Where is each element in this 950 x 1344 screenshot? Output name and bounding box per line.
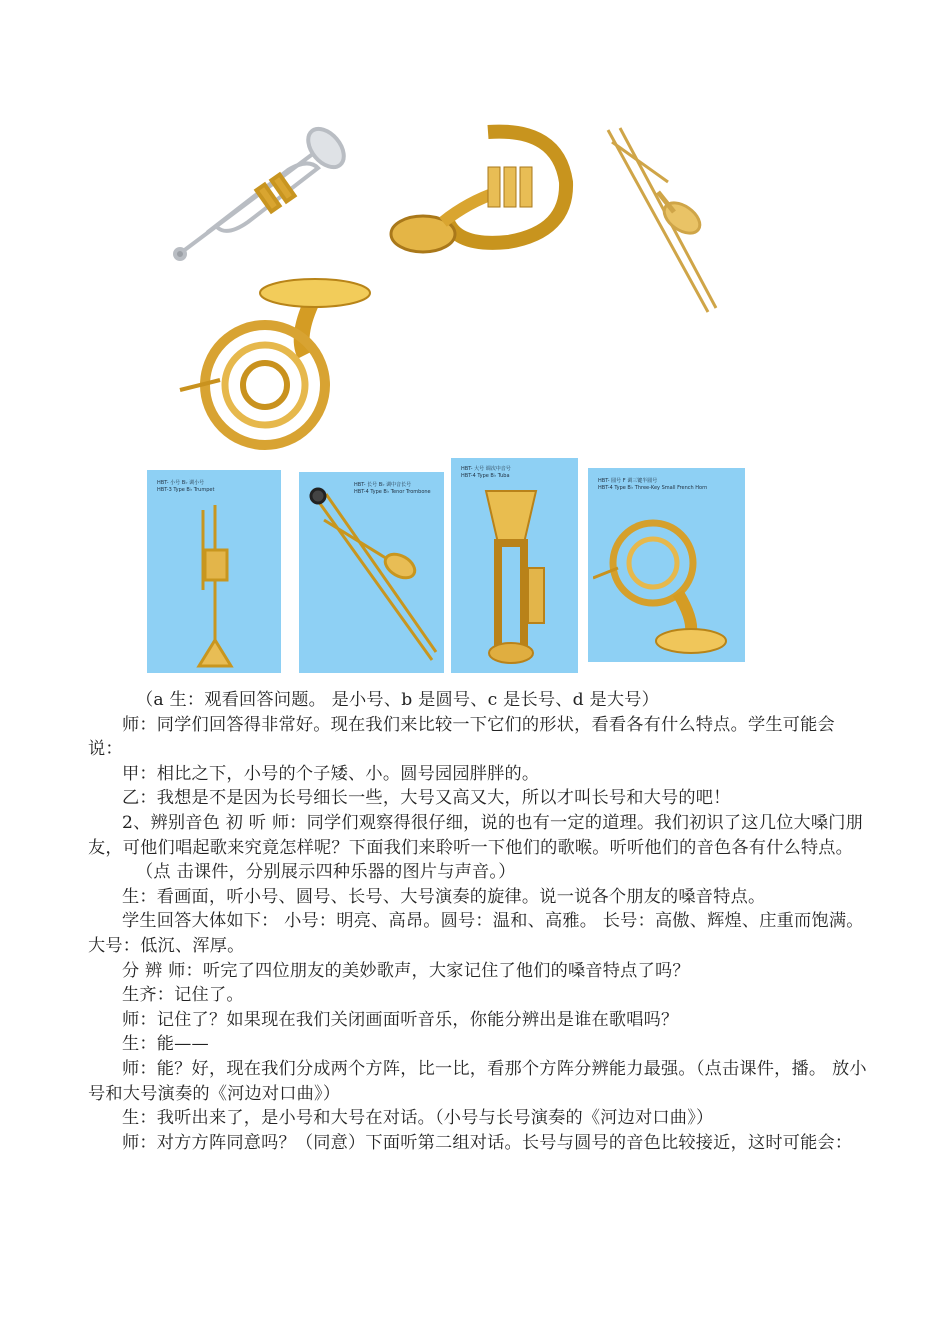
paragraph: 生：我听出来了，是小号和大号在对话。（小号与长号演奏的《河边对口曲》） xyxy=(122,1108,714,1129)
paragraph: 甲：相比之下，小号的个子矮、小。圆号园园胖胖的。 xyxy=(122,763,540,784)
tuba-icon xyxy=(391,132,566,252)
lesson-text xyxy=(88,688,868,1155)
trombone-panel: HBT- 长号 B♭ 调中音长号 HBT-4 Type B♭ Tenor Trombone xyxy=(299,472,444,673)
paragraph: 生齐：记住了。 xyxy=(122,985,244,1006)
french-horn-icon xyxy=(593,503,738,658)
paragraph: 乙：我想是不是因为长号细长一些，大号又高又大，所以才叫长号和大号的吧！ xyxy=(122,788,731,809)
french-horn-icon xyxy=(180,279,370,445)
paragraph: 学生回答大体如下： 小号：明亮、高昂。圆号：温和、高雅。 长号：高傲、辉煌、庄重而饱满。 大号：低沉、浑厚。 xyxy=(88,911,864,956)
trumpet-photo xyxy=(168,120,348,270)
paragraph: 生：能—— xyxy=(122,1034,209,1055)
paragraph: （a 生：观看回答问题。 是小号、b 是圆号、c 是长号、d 是大号） xyxy=(136,690,660,710)
trumpet-icon xyxy=(175,122,348,259)
tuba-icon xyxy=(476,483,556,668)
trombone-icon xyxy=(304,480,439,670)
trombone-icon xyxy=(608,128,716,312)
paragraph: （点 击课件，分别展示四种乐器的图片与声音。） xyxy=(136,862,516,883)
trombone-photo xyxy=(598,122,723,322)
tuba-photo xyxy=(388,122,578,262)
tuba-panel: HBT- 大号 调次中音号 HBT-4 Type B♭ Tuba xyxy=(451,458,578,673)
paragraph: 师：对方方阵同意吗？（同意）下面听第二组对话。长号与圆号的音色比较接近，这时可能会： xyxy=(122,1132,853,1153)
paragraph: 2、辨别音色 初 听 师：同学们观察得很仔细，说的也有一定的道理。我们初识了这几位大嗓门朋友，可他们唱起歌来究竟怎样呢？下面我们来聆听一下他们的歌喉。听听他们的音色各有什么特点。 xyxy=(88,812,864,858)
trumpet-icon xyxy=(185,500,245,670)
paragraph: 师：记住了？如果现在我们关闭画面听音乐，你能分辨出是谁在歌唱吗？ xyxy=(122,1009,679,1030)
paragraph: 师：能？好，现在我们分成两个方阵，比一比，看那个方阵分辨能力最强。（点击课件，播。 放小号和大号演奏的《河边对口曲》） xyxy=(88,1058,867,1104)
paragraph: 分 辨 师：听完了四位朋友的美妙歌声，大家记住了他们的嗓音特点了吗？ xyxy=(122,960,690,981)
trumpet-panel: HBT- 小号 B♭ 调小号 HBT-3 Type B♭ Trumpet xyxy=(147,470,281,673)
paragraph: 生：看画面，听小号、圆号、长号、大号演奏的旋律。说一说各个朋友的嗓音特点。 xyxy=(122,886,766,907)
french-horn-panel: HBT- 圆号 F 调三键半圆号 HBT-4 Type B♭ Three-Key Small French Horn xyxy=(588,468,745,662)
paragraph: 师：同学们回答得非常好。现在我们来比较一下它们的形状，看看各有什么特点。学生可能会说： xyxy=(88,714,835,760)
french-horn-photo xyxy=(175,275,375,460)
